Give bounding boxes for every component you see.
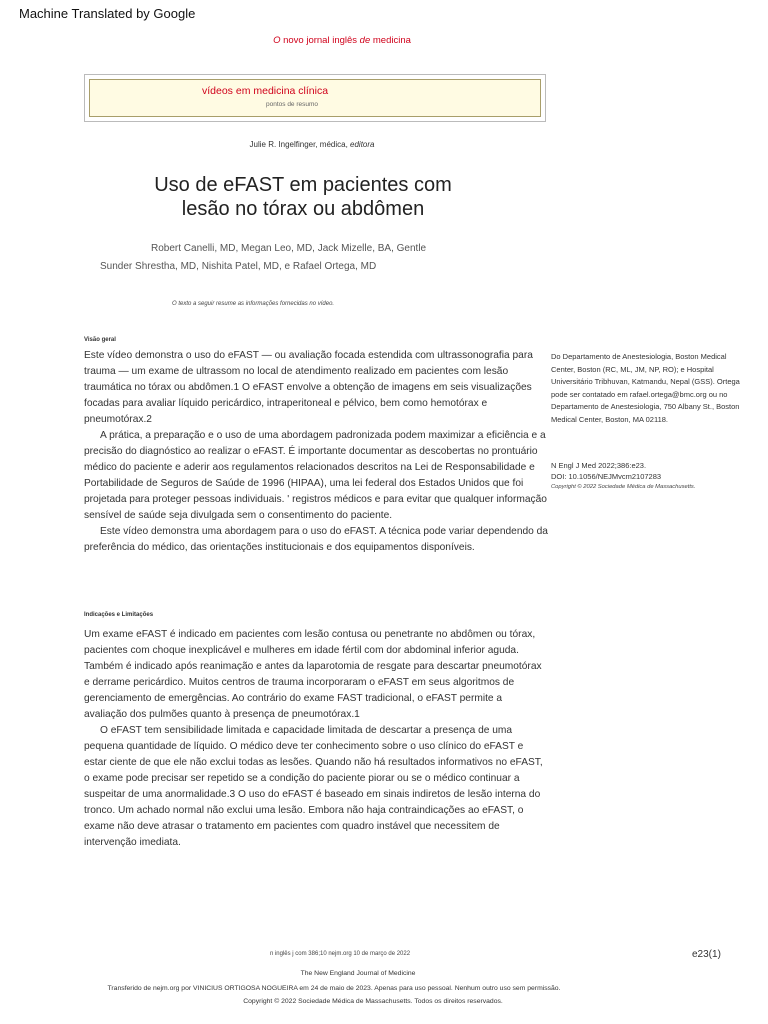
citation-journal: N Engl J Med 2022;386:e23. <box>551 461 647 470</box>
footer-copyright: Copyright © 2022 Sociedade Médica de Massachusetts. Todos os direitos reservados. <box>243 998 503 1005</box>
article-title-line-2: lesão no tórax ou abdômen <box>181 198 425 220</box>
author-line-1: Robert Canelli, MD, Megan Leo, MD, Jack Mizelle, BA, Gentle <box>151 243 427 254</box>
page-number: e23(1) <box>692 949 721 960</box>
editor-name: Julie R. Ingelfinger, médica, <box>249 140 351 149</box>
indications-section <box>84 627 544 851</box>
editor-role: editora <box>350 140 375 149</box>
journal-title-de: de <box>359 35 371 46</box>
journal-title-suffix: medicina <box>370 35 411 46</box>
citation-doi: DOI: 10.1056/NEJMvcm2107283 <box>551 471 662 481</box>
indications-paragraph-1: Um exame eFAST é indicado em pacientes com lesão contusa ou penetrante no abdômen ou tórax, pacientes com choque inexplicável e mulheres em idade fértil com dor abdominal inferior aguda. Também é indicado após reanimação e antes da laparotomia de resgate para descartar pneumotórax e derrame pericárdico. Muitos centros de trauma incorporaram o eFAST em seus algoritmos de gerenciamento de emergências. Ao contrário do exame FAST tradicional, o eFAST permite a avaliação dos pulmões quanto à presença de pneumotórax.1 <box>84 629 542 720</box>
video-section-box <box>84 74 546 122</box>
citation-block <box>551 461 741 493</box>
overview-paragraph-2: A prática, a preparação e o uso de uma abordagem padronizada podem maximizar a eficiência e a precisão do diagnóstico ao realizar o eFAST. É importante documentar as descobertas no prontuário médico do paciente e aderir aos regulamentos relacionados descritos na Lei de Responsabilidade e Portabilidade de Seguros de Saúde de 1996 (HIPAA), uma lei federal dos Estados Unidos que foi projetada para proteger pessoas individuais. ' registros médicos e para evitar que qualquer informação sensível de saúde seja divulgada sem o consentimento do paciente. <box>84 430 547 521</box>
author-list <box>90 240 470 276</box>
footer-download-notice: Transferido de nejm.org por VINICIUS ORTIGOSA NOGUEIRA em 24 de maio de 2023. Apenas para uso pessoal. Nenhum outro uso sem permissão. <box>107 985 561 992</box>
video-section-subtitle: pontos de resumo <box>266 101 319 108</box>
journal-title <box>0 35 684 46</box>
indications-heading: Indicações e Limitações <box>84 612 154 618</box>
overview-section <box>84 348 550 556</box>
indications-paragraph-2: O eFAST tem sensibilidade limitada e capacidade limitada de descartar a presença de uma pequena quantidade de líquido. O médico deve ter conhecimento sobre o uso clínico do eFAST e estar ciente de que ele não exclui todas as lesões. Quando não há resultados informativos no eFAST, o exame pode precisar ser repetido se a condição do paciente piorar ou se o médico continuar a suspeitar de uma anormalidade.3 O uso do eFAST é baseado em sinais indiretos de lesão interna do tronco. Um achado normal não exclui uma lesão. Embora não haja contraindicações ao eFAST, o exame não deve atrasar o tratamento em pacientes com quadro instável que necessitem de intervenção imediata. <box>84 725 543 848</box>
author-affiliation: Do Departamento de Anestesiologia, Boston Medical Center, Boston (RC, ML, JM, NP, RO); e Hospital Universitário Tribhuvan, Katmandu, Nepal (GSS). Ortega pode ser contatado em rafael.ortega@bmc.org ou no Departamento de Anestesiologia, 750 Albany St., Boston Medical Center, Boston, MA 02118. <box>551 352 740 424</box>
journal-title-middle: novo jornal inglês <box>280 35 360 46</box>
article-title-line-1: Uso de eFAST em pacientes com <box>154 174 452 196</box>
editor-credit <box>0 140 624 149</box>
overview-heading: Visão geral <box>84 337 116 343</box>
footer-journal-name: The New England Journal of Medicine <box>300 970 416 977</box>
summary-note: O texto a seguir resume as informações fornecidas no vídeo. <box>172 301 335 307</box>
article-title <box>0 173 606 221</box>
author-line-2: Sunder Shrestha, MD, Nishita Patel, MD, e Rafael Ortega, MD <box>100 261 377 272</box>
machine-translation-banner: Machine Translated by Google <box>19 6 196 21</box>
video-section-title: vídeos em medicina clínica <box>202 85 329 97</box>
journal-title-prefix: O <box>273 35 281 46</box>
overview-paragraph-1: Este vídeo demonstra o uso do eFAST — ou avaliação focada estendida com ultrassonografia para trauma — um exame de ultrassom no local de atendimento realizado em pacientes com lesão traumática no tórax ou abdômen.1 O eFAST envolve a obtenção de imagens em seis visualizações focadas para avaliar líquido pericárdico, intraperitoneal e pélvico, bem como hemotórax e pneumotórax.2 <box>84 350 533 425</box>
citation-copyright: Copyright © 2022 Sociedade Médica de Massachusetts. <box>551 484 696 490</box>
overview-paragraph-3: Este vídeo demonstra uma abordagem para o uso do eFAST. A técnica pode variar dependendo da preferência do médico, das orientações institucionais e dos equipamentos disponíveis. <box>84 526 548 553</box>
video-section-box-inner <box>89 79 541 117</box>
footer-issue-info: n inglês j com 386;10 nejm.org 10 de março de 2022 <box>269 951 411 957</box>
